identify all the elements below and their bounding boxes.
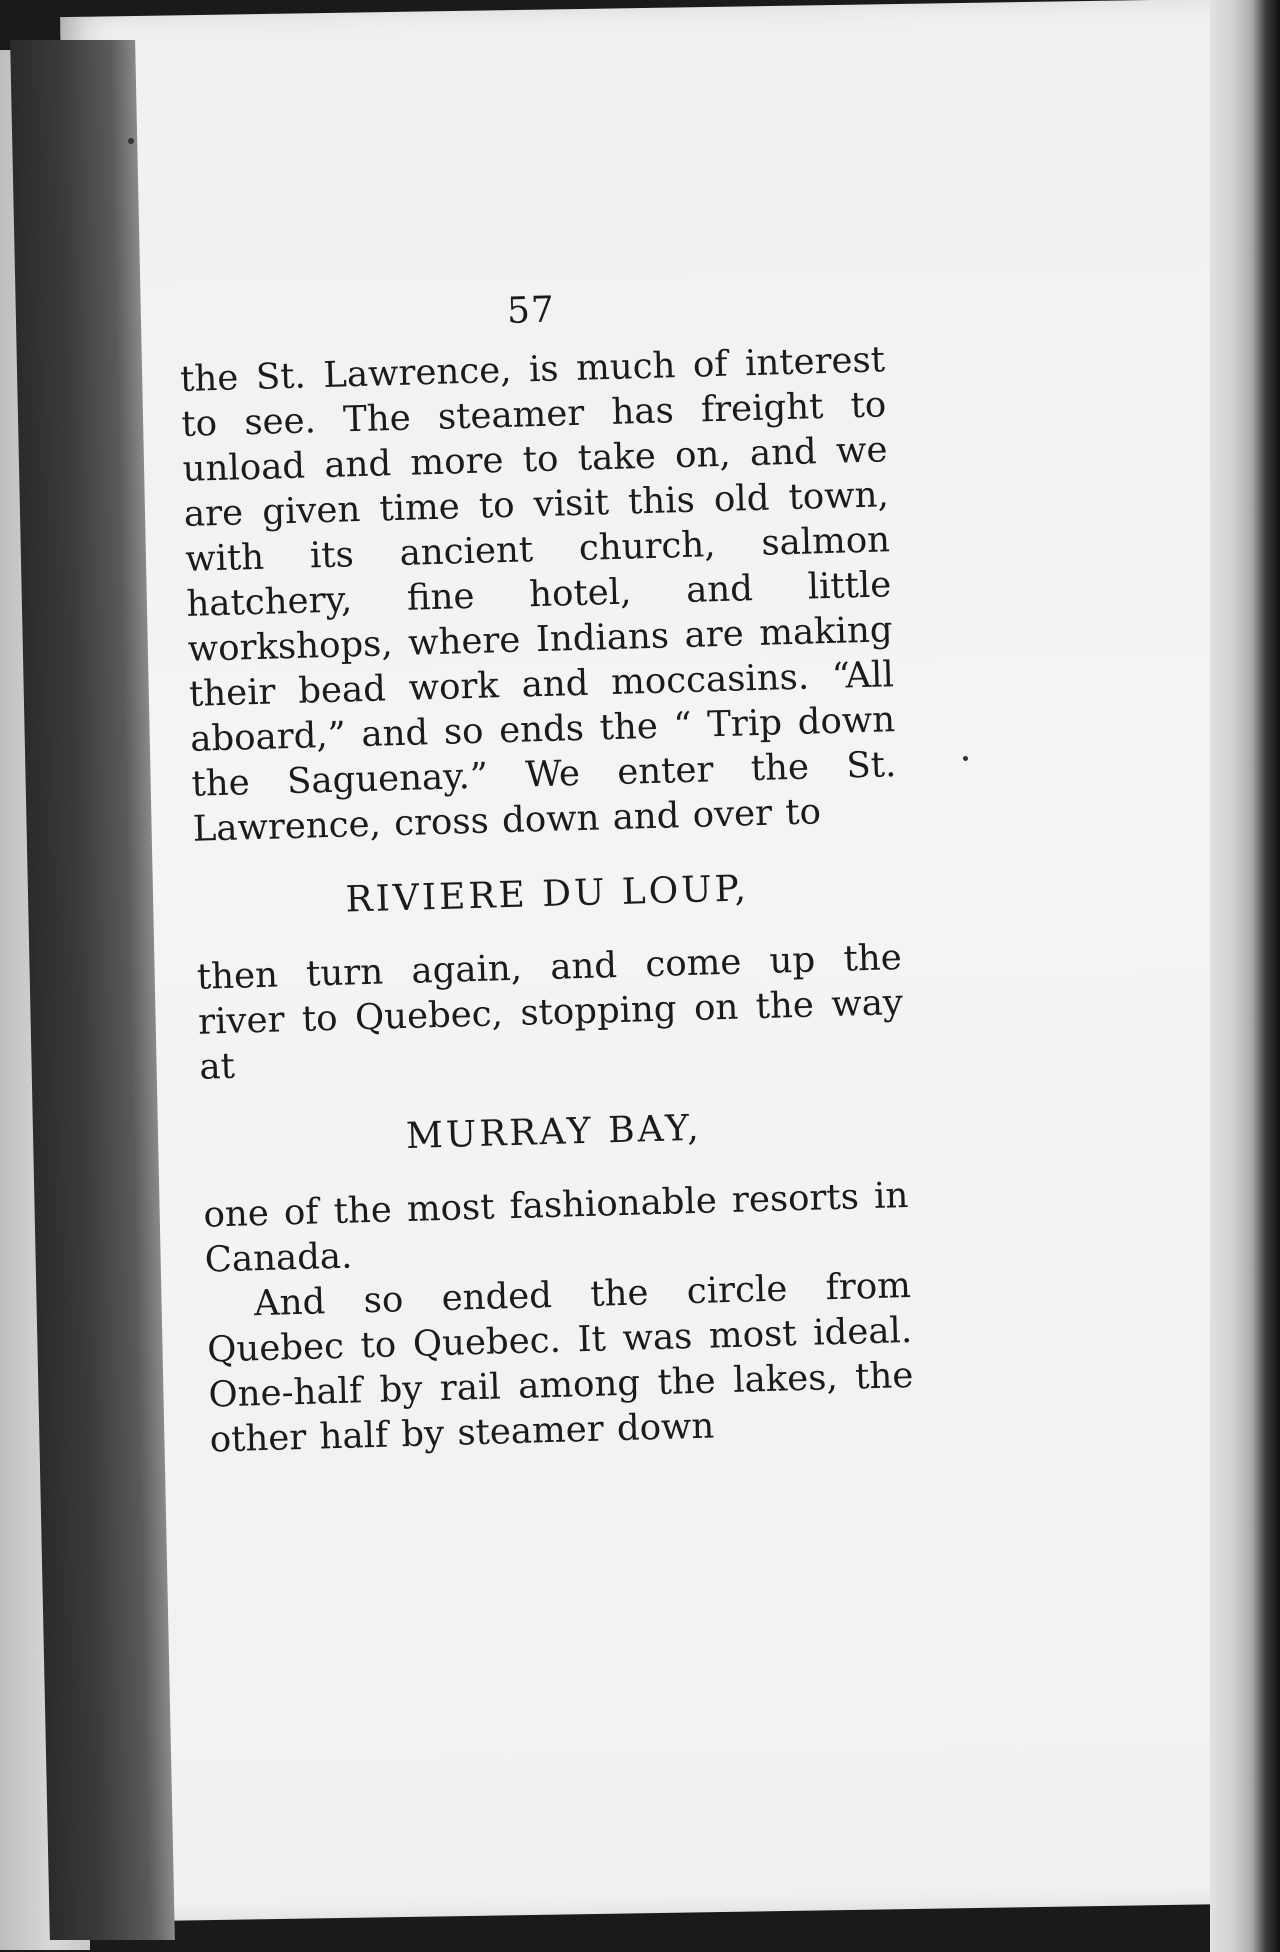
paragraph: And so ended the circle from Quebec to Quebec. It was most ideal. One-half by rail among the lakes, the other half by steamer down bbox=[206, 1264, 914, 1461]
page-edges bbox=[1210, 0, 1280, 1952]
place-heading: MURRAY BAY, bbox=[405, 1107, 703, 1157]
page-number: 57 bbox=[506, 289, 556, 332]
page-text-block bbox=[178, 280, 915, 1462]
place-heading: RIVIERE DU LOUP, bbox=[345, 868, 750, 921]
paragraph: then turn again, and come up the river to Quebec, stopping on the way at bbox=[196, 937, 904, 1088]
dust-speck bbox=[963, 756, 968, 761]
paragraph: one of the most fashionable resorts in Canada. bbox=[202, 1174, 909, 1281]
paragraph: the St. Lawrence, is much of interest to see. The steamer has freight to unload and more to take on, and we are given time to visit this old town, with its ancient church, salmon hatchery, fine hotel, and little workshops, where Indians are making their bead work and moccasins. “All aboard,” and so ends the “ Trip down the Saguenay.” We enter the St. Lawrence, cross down and over to bbox=[179, 339, 897, 850]
dust-speck bbox=[128, 138, 134, 144]
